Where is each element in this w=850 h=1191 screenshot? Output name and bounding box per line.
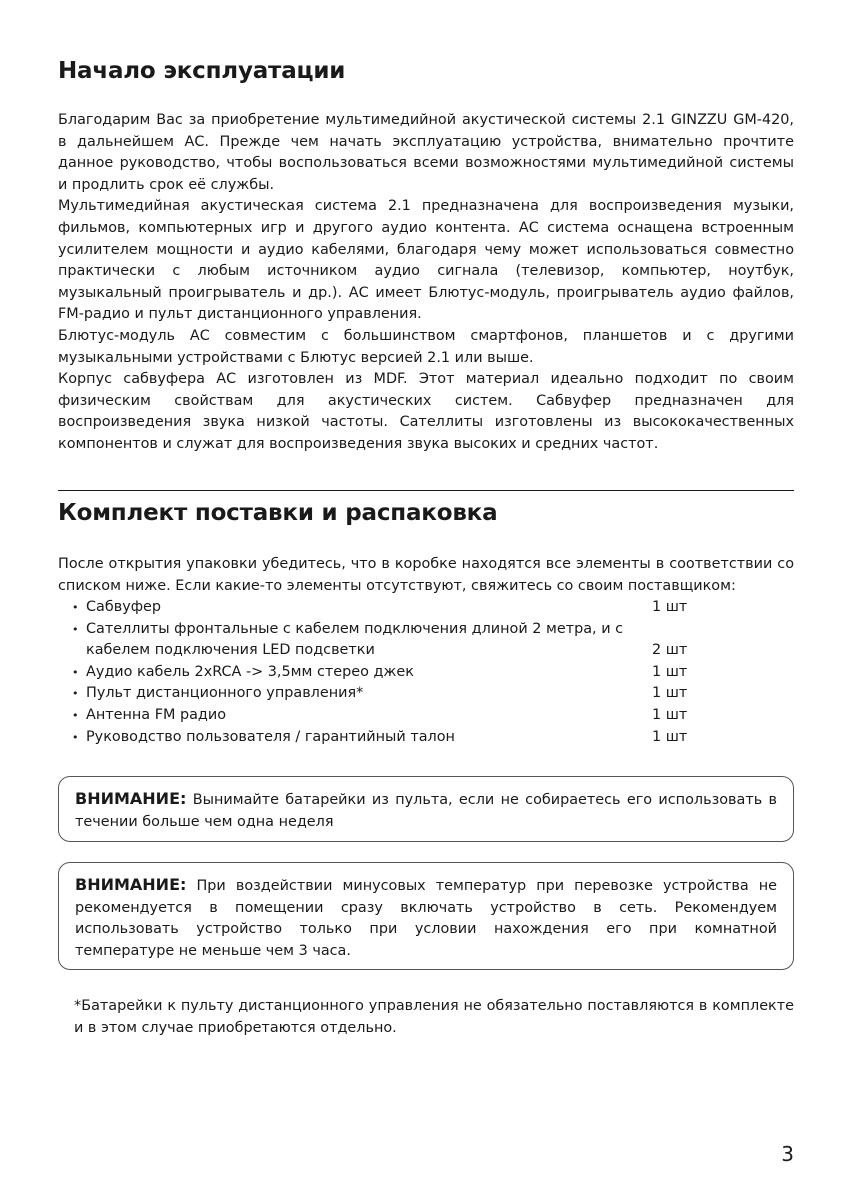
item-name: • Сабвуфер [58, 597, 646, 619]
list-item [58, 597, 794, 619]
warning-body: При воздействии минусовых температур при перевозке устройства не рекомендуется в помещении сразу включать устройство в сеть. Рекомендуем использовать устройство только при условии нахождения его при комнатной температуре не меньше чем 3 часа. [75, 878, 777, 959]
warning-text [75, 788, 777, 833]
intro-text [58, 110, 794, 456]
item-name: • Пульт дистанционного управления* [58, 683, 646, 705]
list-item [58, 705, 794, 727]
item-quantity: 1 шт [652, 706, 688, 723]
intro-paragraph: Блютус-модуль АС совместим с большинством смартфонов, планшетов и с другими музыкальными устройствами с Блютус версией 2.1 или выше. [58, 327, 794, 366]
item-name: • Аудио кабель 2xRCA -> 3,5мм стерео джек [58, 662, 646, 684]
warning-text [75, 874, 777, 962]
package-contents-list [58, 597, 794, 748]
warning-label: ВНИМАНИЕ: [75, 789, 187, 808]
item-quantity: 1 шт [652, 599, 688, 615]
list-item [58, 619, 794, 662]
item-quantity: 2 шт [652, 642, 688, 659]
package-intro [58, 554, 794, 597]
item-name: • Сателлиты фронтальные с кабелем подключения длиной 2 метра, и с кабелем подключения LED подсветки [58, 619, 646, 662]
intro-paragraph: Благодарим Вас за приобретение мультимедийной акустической системы 2.1 GINZZU GM-420, в дальнейшем АС. Прежде чем начать эксплуатацию устройства, внимательно прочтите данное руководство, чтобы воспользоваться всеми возможностями мультимедийной системы и продлить срок её службы. [58, 112, 794, 193]
warning-box-batteries [58, 776, 794, 842]
footnote [74, 996, 794, 1039]
list-item [58, 683, 794, 705]
manual-page [58, 0, 794, 1191]
item-name: • Руководство пользователя / гарантийный талон [58, 727, 646, 749]
warning-body: Вынимайте батарейки из пульта, если не собираетесь его использовать в течении больше чем одна неделя [75, 792, 777, 830]
item-quantity: 1 шт [652, 728, 688, 745]
section-title-package-contents: Комплект поставки и распаковка [58, 500, 498, 526]
intro-paragraph: Мультимедийная акустическая система 2.1 предназначена для воспроизведения музыки, фильмов, компьютерных игр и другого аудио контента. АС система оснащена встроенным усилителем мощности и аудио кабелями, благодаря чему может использоваться совместно практически с любым источником аудио сигнала (телевизор, компьютер, ноутбук, музыкальный проигрыватель и др.). АС имеет Блютус-модуль, проигрыватель аудио файлов, FM-радио и пульт дистанционного управления. [58, 198, 794, 323]
list-item [58, 727, 794, 749]
intro-paragraph: Корпус сабвуфера АС изготовлен из MDF. Этот материал идеально подходит по своим физическим свойствам для акустических систем. Сабвуфер предназначен для воспроизведения звука низкой частоты. Сателлиты изготовлены из высококачественных компонентов и служат для воспроизведения звука высоких и средних частот. [58, 371, 794, 452]
page-number: 3 [781, 1142, 794, 1166]
item-name: • Антенна FM радио [58, 705, 646, 727]
item-quantity: 1 шт [652, 685, 688, 702]
item-quantity: 1 шт [652, 663, 688, 680]
footnote-text: *Батарейки к пульту дистанционного управления не обязательно поставляются в комплекте и в этом случае приобретаются отдельно. [74, 998, 794, 1036]
warning-label: ВНИМАНИЕ: [75, 875, 187, 894]
package-intro-paragraph: После открытия упаковки убедитесь, что в коробке находятся все элементы в соответствии со списком ниже. Если какие-то элементы отсутствуют, свяжитесь со своим поставщиком: [58, 556, 794, 594]
section-title-getting-started: Начало эксплуатации [58, 58, 346, 84]
section-divider [58, 490, 794, 491]
list-item [58, 662, 794, 684]
warning-box-temperature [58, 862, 794, 970]
